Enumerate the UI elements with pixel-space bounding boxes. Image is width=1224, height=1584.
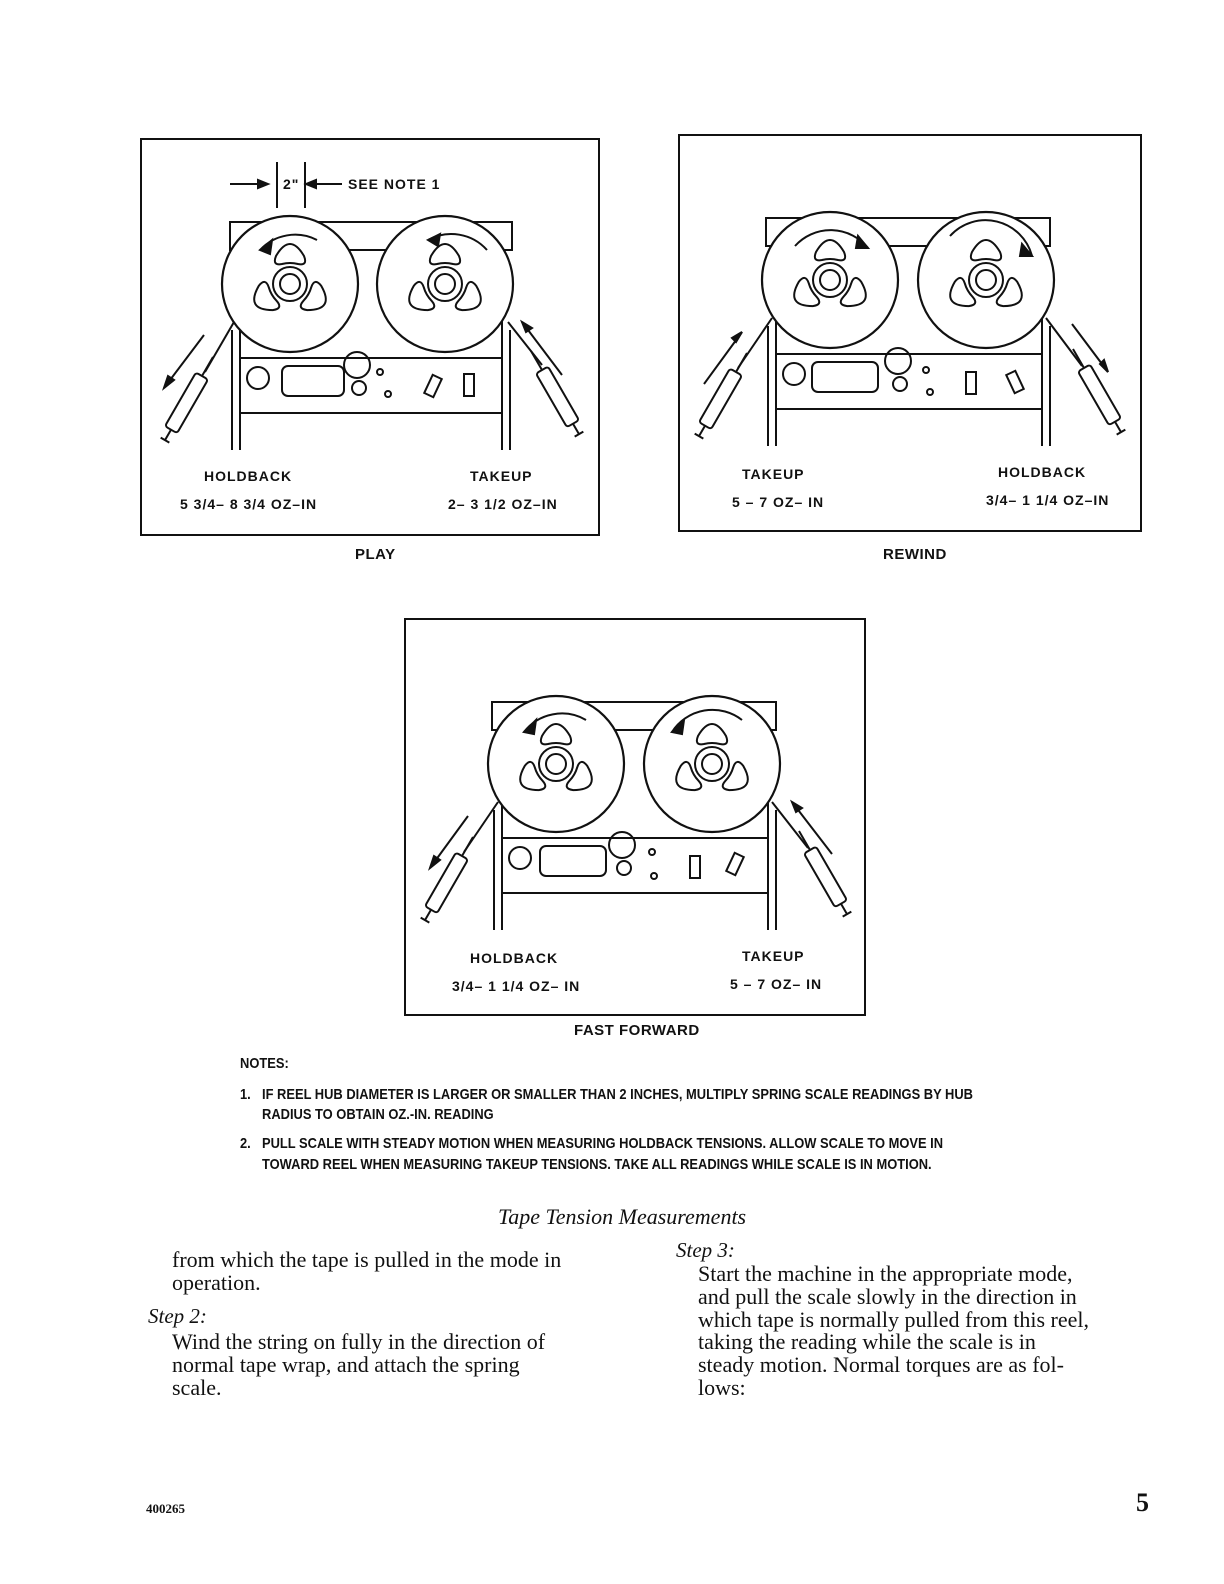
step-3-line-6: lows: — [698, 1375, 746, 1400]
play-caption: PLAY — [355, 546, 396, 563]
note-2-number: 2. — [240, 1135, 251, 1152]
left-continuation-line-1: from which the tape is pulled in the mode in — [172, 1247, 562, 1272]
play-holdback-value: 5 3/4– 8 3/4 OZ–IN — [180, 496, 318, 512]
fast-forward-diagram-panel — [404, 618, 866, 1016]
page-number: 5 — [1136, 1488, 1149, 1517]
play-holdback-label: HOLDBACK — [204, 468, 293, 484]
note-2-line-2: TOWARD REEL WHEN MEASURING TAKEUP TENSIONS. TAKE ALL READINGS WHILE SCALE IS IN MOTION. — [262, 1156, 932, 1173]
notes-heading: NOTES: — [240, 1055, 289, 1072]
step-2-line-3: scale. — [172, 1375, 222, 1400]
note-1-number: 1. — [240, 1086, 251, 1103]
note-2-line-1: PULL SCALE WITH STEADY MOTION WHEN MEASURING HOLDBACK TENSIONS. ALLOW SCALE TO MOVE IN — [262, 1135, 944, 1152]
step-3-line-5: steady motion. Normal torques are as fol- — [698, 1352, 1064, 1377]
step-3-line-3: which tape is normally pulled from this reel, — [698, 1307, 1090, 1332]
figure-title: Tape Tension Measurements — [498, 1204, 747, 1229]
step-2-label: Step 2: — [148, 1304, 207, 1328]
play-see-note-label: SEE NOTE 1 — [348, 176, 441, 192]
play-diagram-panel — [140, 138, 600, 536]
document-number: 400265 — [146, 1501, 185, 1516]
step-3-label: Step 3: — [676, 1238, 735, 1262]
rewind-holdback-value: 3/4– 1 1/4 OZ–IN — [986, 492, 1110, 508]
step-3-line-2: and pull the scale slowly in the direction in — [698, 1284, 1077, 1309]
note-1-line-2: RADIUS TO OBTAIN OZ.-IN. READING — [262, 1106, 494, 1123]
ff-takeup-label: TAKEUP — [742, 948, 805, 964]
rewind-holdback-label: HOLDBACK — [998, 464, 1087, 480]
step-3-line-4: taking the reading while the scale is in — [698, 1329, 1036, 1354]
play-dimension-label: 2" — [283, 176, 300, 192]
rewind-caption: REWIND — [883, 546, 947, 563]
step-2-line-2: normal tape wrap, and attach the spring — [172, 1352, 520, 1377]
rewind-diagram-panel — [678, 134, 1142, 532]
ff-holdback-label: HOLDBACK — [470, 950, 559, 966]
play-takeup-label: TAKEUP — [470, 468, 533, 484]
play-takeup-value: 2– 3 1/2 OZ–IN — [448, 496, 558, 512]
ff-takeup-value: 5 – 7 OZ– IN — [730, 976, 823, 992]
rewind-takeup-label: TAKEUP — [742, 466, 805, 482]
ff-holdback-value: 3/4– 1 1/4 OZ– IN — [452, 978, 581, 994]
left-continuation-line-2: operation. — [172, 1270, 261, 1295]
step-2-line-1: Wind the string on fully in the direction of — [172, 1329, 546, 1354]
fast-forward-caption: FAST FORWARD — [574, 1022, 700, 1039]
rewind-takeup-value: 5 – 7 OZ– IN — [732, 494, 825, 510]
note-1-line-1: IF REEL HUB DIAMETER IS LARGER OR SMALLER THAN 2 INCHES, MULTIPLY SPRING SCALE READINGS BY HUB — [262, 1086, 974, 1103]
step-3-line-1: Start the machine in the appropriate mode, — [698, 1261, 1073, 1286]
